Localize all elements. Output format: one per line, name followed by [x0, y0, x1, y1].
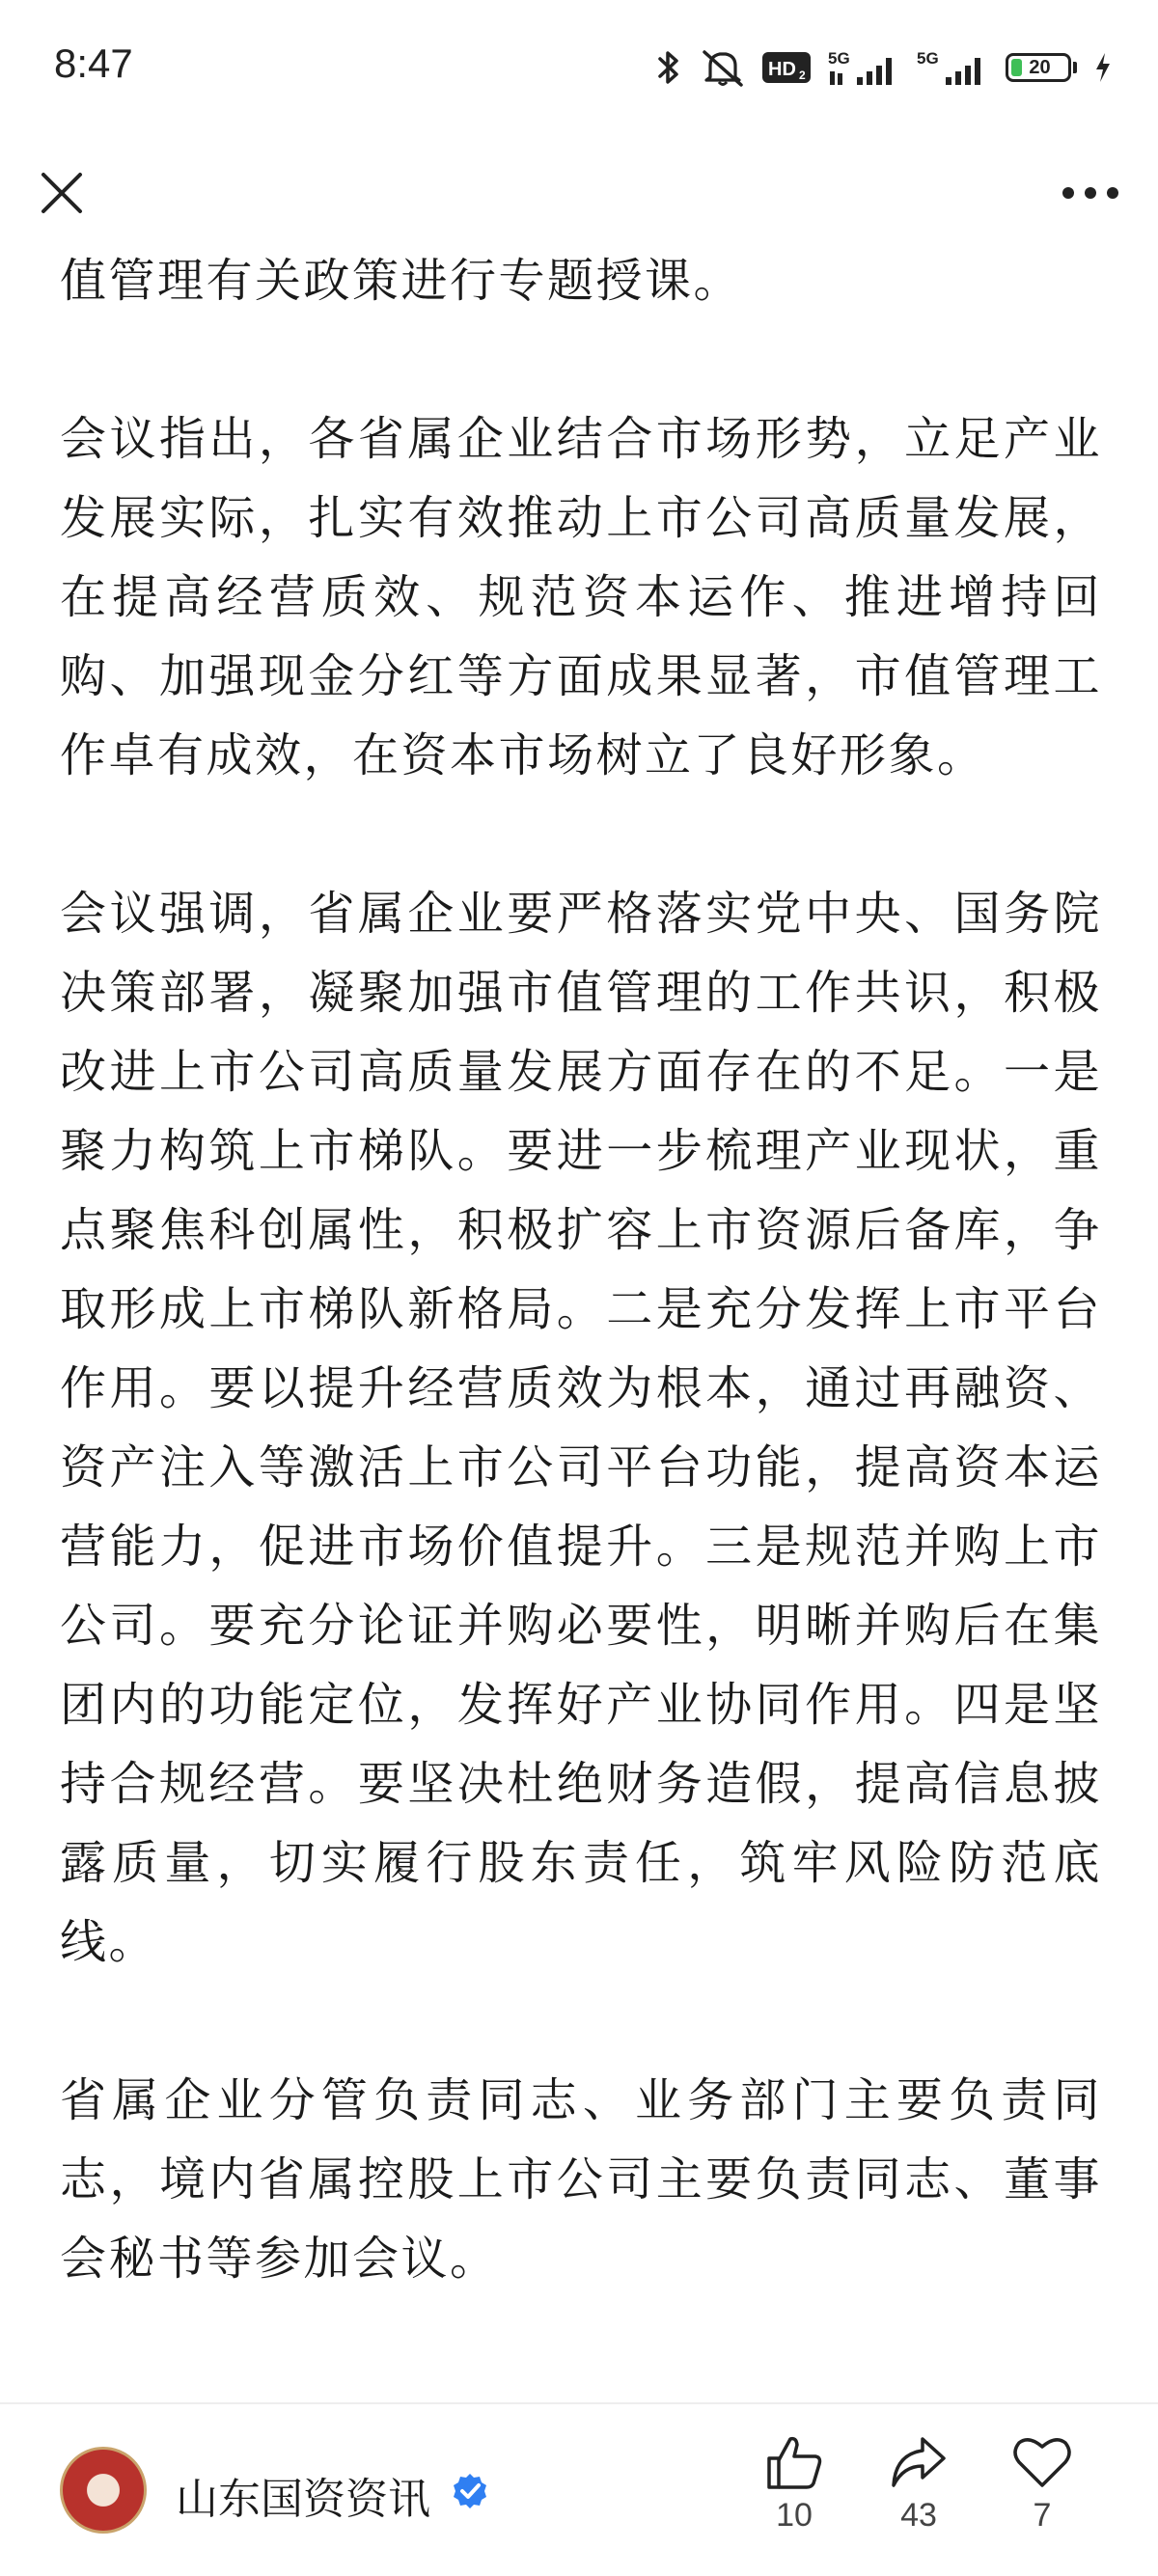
account-name[interactable]: 山东国资资讯 [176, 2475, 430, 2524]
more-horizontal-icon [1062, 186, 1119, 200]
article-paragraph: 会议强调，省属企业要严格落实党中央、国务院决策部署，凝聚加强市值管理的工作共识，积极改进上市公司高质量发展方面存在的不足。一是聚力构筑上市梯队。要进一步梳理产业现状，重点聚焦科创属性，积极扩容上市资源后备库，争取形成上市梯队新格局。二是充分发挥上市平台作用。要以提升经营质效为根本，通过再融资、资产注入等激活上市公司平台功能，提高资本运营能力，促进市场价值提升。三是规范并购上市公司。要充分论证并购必要性，明晰并购后在集团内的功能定位，发挥好产业协同作用。四是坚持合规经营。要坚决杜绝财务造假，提高信息披露质量，切实履行股东责任，筑牢风险防范底线。 [60, 887, 1102, 1969]
mute-icon [701, 48, 745, 87]
like-button[interactable] [736, 2433, 852, 2535]
close-icon [40, 171, 84, 215]
article-paragraph: 会议指出，各省属企业结合市场形势，立足产业发展实际，扎实有效推动上市公司高质量发展，在提高经营质效、规范资本运作、推进增持回购、加强现金分红等方面成果显著，市值管理工作卓有成效，在资本市场树立了良好形象。 [60, 412, 1102, 782]
svg-text:5G: 5G [828, 49, 850, 68]
verified-badge-icon [451, 2472, 489, 2510]
status-bar [0, 0, 1158, 135]
svg-text:5G: 5G [917, 49, 939, 68]
account-avatar[interactable] [60, 2447, 147, 2534]
battery-level-text: 20 [1029, 56, 1051, 78]
5g-signal-icon [917, 48, 988, 87]
status-icons [654, 42, 1112, 93]
like-count: 10 [776, 2497, 813, 2534]
svg-text:2: 2 [799, 69, 806, 82]
share-count: 43 [900, 2497, 937, 2534]
5g-signal-icon [828, 48, 899, 87]
thumbs-up-icon [763, 2433, 825, 2491]
heart-icon [1011, 2433, 1073, 2491]
bluetooth-icon [654, 48, 683, 87]
article-body [60, 241, 1102, 2377]
bottom-bar [0, 2404, 1158, 2576]
app-bar [0, 135, 1158, 251]
article-paragraph: 省属企业分管负责同志、业务部门主要负责同志，境内省属控股上市公司主要负责同志、董事会秘书等参加会议。 [60, 2073, 1102, 2286]
close-button[interactable] [29, 160, 95, 226]
svg-text:HD: HD [768, 59, 796, 80]
hd-icon [762, 50, 811, 85]
status-time: 8:47 [54, 41, 133, 86]
battery-icon [1006, 53, 1071, 82]
favorite-button[interactable] [984, 2433, 1100, 2535]
more-options-button[interactable] [1052, 160, 1129, 226]
article-paragraph: 值管理有关政策进行专题授课。 [60, 254, 743, 308]
share-arrow-icon [888, 2433, 950, 2491]
share-button[interactable] [861, 2433, 977, 2535]
charging-icon [1094, 51, 1112, 84]
favorite-count: 7 [1033, 2497, 1052, 2534]
